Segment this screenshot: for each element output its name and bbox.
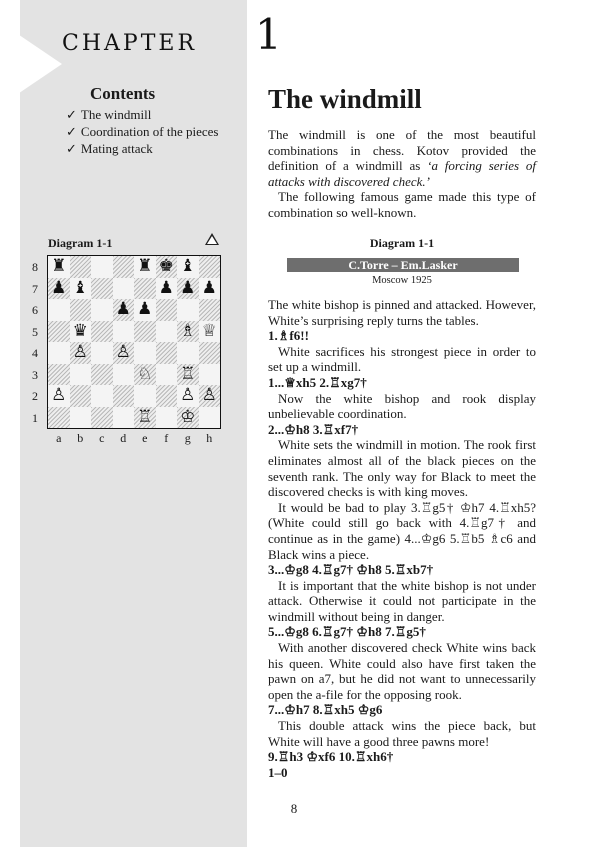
board-square-f3	[156, 364, 178, 386]
annotation-paragraph: This double attack wins the piece back, but White will have a good three pawns more!	[268, 718, 536, 749]
board-square-e8	[134, 256, 156, 278]
contents-item-label: The windmill	[80, 107, 152, 122]
board-square-b1	[70, 407, 92, 429]
board-square-h7	[199, 278, 221, 300]
file-label: d	[120, 431, 127, 445]
move-notation: 5...♔g8 6.♖g7† ♔h8 7.♖g5†	[268, 624, 426, 640]
chapter-number: 1	[255, 10, 282, 59]
chapter-heading: CHAPTER	[62, 31, 198, 56]
move-notation: 9.♖h3 ♔xf6 10.♖xh6†	[268, 749, 394, 765]
file-label: g	[184, 431, 191, 445]
annotation-paragraph: White sacrifices his strongest piece in order to set up a windmill.	[268, 343, 536, 375]
board-square-a5	[48, 321, 70, 343]
chess-piece-icon: ♟	[137, 299, 153, 320]
file-label: a	[56, 431, 62, 445]
annotation-paragraph: The white bishop is pinned and attacked. However, White’s surprising reply turns the tables.	[268, 297, 536, 328]
board-square-c7	[91, 278, 113, 300]
contents-item	[66, 106, 246, 123]
board-square-a3	[48, 364, 70, 386]
board-square-b6	[70, 299, 92, 321]
board-square-c2	[91, 385, 113, 407]
board-square-b8	[70, 256, 92, 278]
board-square-a6	[48, 299, 70, 321]
rank-label: 8	[32, 260, 38, 274]
move-notation: 1.♗f6!!	[268, 328, 309, 344]
annotation-paragraph: Now the white bishop and rook display unbelievable coordination.	[268, 390, 536, 422]
rank-label: 3	[32, 367, 38, 382]
board-square-d2	[113, 385, 135, 407]
board-square-b3	[70, 364, 92, 386]
intro-text-run: The windmill is one of the most beautiful combinations in chess. Kotov provided the definition of a windmill as	[268, 127, 536, 174]
intro-text	[268, 127, 536, 221]
board-square-e3	[134, 364, 156, 386]
chess-piece-icon: ♟	[158, 277, 174, 298]
chess-piece-icon: ♙	[115, 342, 131, 363]
board-square-h2	[199, 385, 221, 407]
board-square-h8	[199, 256, 221, 278]
chess-piece-icon: ♖	[137, 406, 153, 427]
contents-item	[66, 123, 246, 140]
chess-piece-icon: ♙	[201, 385, 217, 406]
checkmark-icon: ✓	[66, 124, 77, 139]
chess-piece-icon: ♜	[137, 256, 153, 277]
rank-label: 2	[32, 389, 38, 403]
rank-labels	[32, 257, 44, 429]
move-notation: 1–0	[268, 764, 288, 780]
board-square-e4	[134, 342, 156, 364]
intro-paragraph: The following famous game made this type of combination so well-known.	[268, 189, 536, 220]
board-square-g7	[177, 278, 199, 300]
board-square-d7	[113, 278, 135, 300]
board-square-a8	[48, 256, 70, 278]
chess-piece-icon: ♟	[201, 277, 217, 298]
board-square-e2	[134, 385, 156, 407]
game-annotation	[268, 297, 536, 780]
move-notation: 3...♔g8 4.♖g7† ♔h8 5.♖xb7†	[268, 562, 434, 578]
file-label: b	[77, 431, 84, 445]
contents-item-label: Mating attack	[80, 141, 153, 156]
board-square-g6	[177, 299, 199, 321]
annotation-paragraph: White sets the windmill in motion. The rook first eliminates almost all of the black pieces on the seventh rank. The only way for Black to meet the discovered checks is with king moves.	[268, 437, 536, 500]
annotation-paragraph: It is important that the white bishop is not under attack. Otherwise it could not participate in the windmill without being in danger.	[268, 577, 536, 624]
contents-item-label: Coordination of the pieces	[80, 124, 219, 139]
chess-piece-icon: ♗	[180, 320, 196, 341]
board-square-c8	[91, 256, 113, 278]
chess-piece-icon: ♔	[180, 406, 196, 427]
board-square-a7	[48, 278, 70, 300]
board-square-e5	[134, 321, 156, 343]
rank-label: 1	[32, 410, 38, 425]
contents-heading: Contents	[90, 84, 156, 103]
board-square-g5	[177, 321, 199, 343]
file-label: f	[164, 431, 169, 445]
chess-board	[47, 255, 221, 429]
board-square-b2	[70, 385, 92, 407]
move-notation: 2...♔h8 3.♖xf7†	[268, 421, 359, 437]
board-square-h5	[199, 321, 221, 343]
chess-piece-icon: ♙	[72, 342, 88, 363]
board-square-f7	[156, 278, 178, 300]
annotation-paragraph: It would be bad to play 3.♖g5† ♔h7 4.♖xh5? (White could still go back with 4.♖g7† and continue as in the game) 4...♔g6 5.♖b5 ♗c6 and Black wins a piece.	[268, 499, 536, 562]
file-label: e	[142, 431, 148, 445]
annotation-paragraph: With another discovered check White wins back his queen. White could also have first taken the pawn on a7, but he did not want to unnecessarily open the a-file for the opposing rook.	[268, 640, 536, 702]
board-square-h4	[199, 342, 221, 364]
board-square-d6	[113, 299, 135, 321]
chess-piece-icon: ♙	[180, 385, 196, 406]
chess-piece-icon: ♛	[72, 320, 88, 341]
move-notation: 7...♔h7 8.♖xh5 ♔g6	[268, 702, 383, 718]
board-square-f6	[156, 299, 178, 321]
board-square-e7	[134, 278, 156, 300]
chapter-arrow-icon	[0, 22, 62, 106]
players-banner: C.Torre – Em.Lasker	[287, 258, 519, 272]
venue-text: Moscow 1925	[372, 275, 432, 286]
board-square-g2	[177, 385, 199, 407]
board-square-f1	[156, 407, 178, 429]
board-square-c6	[91, 299, 113, 321]
board-square-b7	[70, 278, 92, 300]
intro-paragraph	[268, 127, 536, 189]
chess-piece-icon: ♜	[51, 256, 67, 277]
board-square-h3	[199, 364, 221, 386]
chess-piece-icon: ♚	[158, 256, 174, 277]
page-number: 8	[290, 801, 298, 816]
board-square-g1	[177, 407, 199, 429]
board-square-a1	[48, 407, 70, 429]
board-square-d8	[113, 256, 135, 278]
board-square-e6	[134, 299, 156, 321]
chess-piece-icon: ♖	[180, 363, 196, 384]
board-square-c4	[91, 342, 113, 364]
board-square-d5	[113, 321, 135, 343]
board-square-d4	[113, 342, 135, 364]
board-square-h6	[199, 299, 221, 321]
board-square-c1	[91, 407, 113, 429]
board-square-a4	[48, 342, 70, 364]
chess-piece-icon: ♟	[115, 299, 131, 320]
chess-piece-icon: ♝	[72, 277, 88, 298]
diagram-caption: Diagram 1-1	[369, 236, 435, 250]
checkmark-icon: ✓	[66, 107, 77, 122]
board-square-f4	[156, 342, 178, 364]
file-labels	[48, 431, 220, 446]
diagram-label: Diagram 1-1	[48, 236, 113, 250]
chess-piece-icon: ♕	[201, 320, 217, 341]
file-label: c	[99, 431, 105, 445]
chess-piece-icon: ♘	[137, 363, 153, 384]
board-square-f8	[156, 256, 178, 278]
board-square-c3	[91, 364, 113, 386]
board-square-d3	[113, 364, 135, 386]
board-square-b5	[70, 321, 92, 343]
rank-label: 7	[32, 281, 38, 296]
checkmark-icon: ✓	[66, 141, 77, 156]
section-title: The windmill	[268, 84, 422, 114]
board-square-e1	[134, 407, 156, 429]
file-label: h	[206, 431, 213, 445]
chess-piece-icon: ♟	[180, 277, 196, 298]
board-square-d1	[113, 407, 135, 429]
board-square-g8	[177, 256, 199, 278]
board-square-h1	[199, 407, 221, 429]
board-square-b4	[70, 342, 92, 364]
rank-label: 5	[32, 324, 38, 339]
black-to-move-icon	[205, 233, 219, 245]
chess-piece-icon: ♝	[180, 256, 196, 277]
board-square-f5	[156, 321, 178, 343]
contents-box	[66, 84, 246, 157]
chess-piece-icon: ♙	[51, 385, 67, 406]
move-notation: 1...♕xh5 2.♖xg7†	[268, 374, 367, 390]
board-square-g3	[177, 364, 199, 386]
contents-item	[66, 140, 246, 157]
board-square-c5	[91, 321, 113, 343]
contents-list	[66, 106, 246, 157]
board-square-a2	[48, 385, 70, 407]
rank-label: 6	[32, 303, 38, 317]
windmill-definition: ‘a forcing series of attacks with discovered check.’	[268, 158, 537, 189]
board-square-f2	[156, 385, 178, 407]
board-square-g4	[177, 342, 199, 364]
chess-piece-icon: ♟	[51, 277, 67, 298]
rank-label: 4	[32, 346, 38, 360]
